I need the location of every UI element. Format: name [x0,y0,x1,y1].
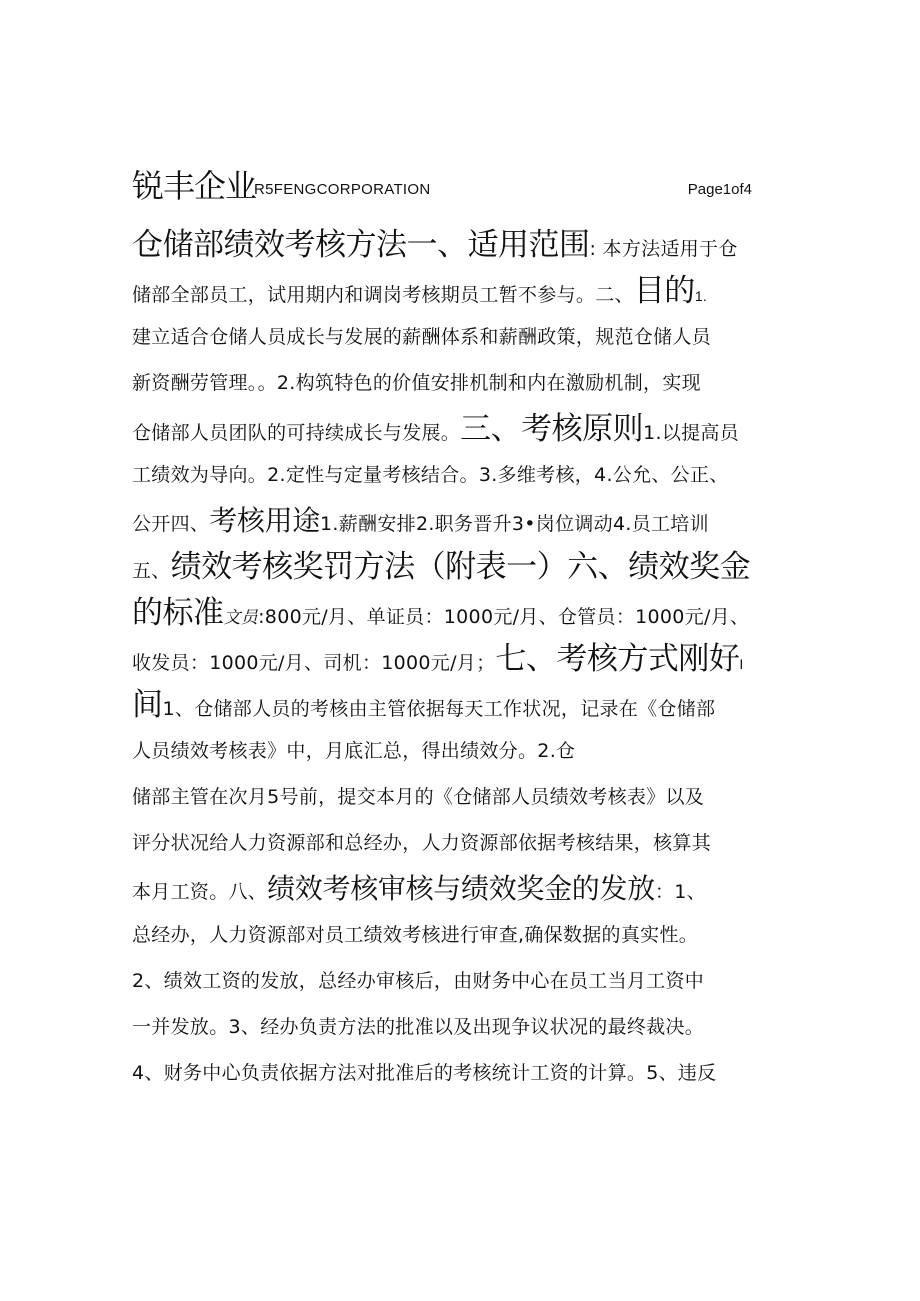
text-segment: 目的 [633,273,695,309]
text-line [132,958,792,1004]
text-segment: 储部主管在次月5号前，提交本月的《仓储部人员绩效考核表》以及 [132,786,705,808]
text-segment: 绩效考核审核与绩效奖金的发放 [267,872,655,905]
document-body [132,222,792,1096]
text-segment: 储部全部员工，试用期内和调岗考核期员工暂不参与。二、 [132,284,634,306]
text-segment: ：1、 [654,881,706,903]
text-line [132,866,792,912]
text-line [132,360,792,406]
text-segment: 本月工资。八、 [132,881,268,903]
document-header [132,166,752,206]
text-segment: 总经办，人力资源部对员工绩效考核进行审查,确保数据的真实性。 [132,924,699,946]
text-segment: 1、仓储部人员的考核由主管依据每天工作状况，记录在《仓储部 [162,698,716,720]
text-segment: 文员 [223,608,259,628]
text-segment: 一并发放。3、经办负责方法的批准以及出现争议状况的最终裁决。 [132,1016,705,1038]
text-segment: 人员绩效考核表》中，月底汇总，得出绩效分。2.仓 [132,740,576,762]
text-segment: 1. [694,288,708,304]
text-line [132,314,792,360]
text-segment: 五、 [132,560,171,582]
text-line [132,544,792,590]
text-line [132,406,792,452]
text-segment: 新资酬劳管理。。2.构筑特色的价值安排机制和内在激励机制，实现 [132,372,701,394]
text-segment: I [739,656,744,672]
text-segment: 绩效考核奖罚方法（附表一）六、绩效奖金 [170,549,751,585]
text-segment: 仓储部绩效考核方法一、适用范围 [132,227,590,263]
text-line [132,1050,792,1096]
text-segment: 考核用途 [209,504,321,537]
text-line [132,498,792,544]
text-line [132,774,792,820]
text-segment: 七、考核方式刚好 [495,641,740,677]
text-segment: :800元/月、单证员：1000元/月、仓管员：1000元/月、 [258,606,750,628]
company-name-en: R5FENGCORPORATION [254,181,431,198]
text-line [132,222,792,268]
text-line [132,452,792,498]
text-line [132,912,792,958]
text-line [132,1004,792,1050]
text-segment: 公开四、 [132,513,210,535]
text-line [132,268,792,314]
text-segment: 4、财务中心负责依据方法对批准后的考核统计工资的计算。5、违反 [132,1062,717,1084]
text-segment: 的标准 [132,595,224,631]
company-name-cn: 锐丰企业 [132,167,257,205]
text-line [132,682,792,728]
text-line [132,728,792,774]
text-segment: 收发员：1000元/月、司机：1000元/月； [132,652,496,674]
text-line [132,820,792,866]
text-line [132,590,792,636]
text-segment: 建立适合仓储人员成长与发展的薪酬体系和薪酬政策，规范仓储人员 [132,326,712,348]
text-line [132,636,792,682]
text-segment: 间 [132,687,163,723]
text-segment: 1.以提高员 [643,422,740,444]
page-number: Page1of4 [687,181,752,198]
text-segment: 工绩效为导向。2.定性与定量考核结合。3.多维考核，4.公允、公正、 [132,464,729,486]
text-segment: 三、考核原则 [460,411,644,447]
text-segment: 评分状况给人力资源部和总经办，人力资源部依据考核结果，核算其 [132,832,712,854]
text-segment: 仓储部人员团队的可持续成长与发展。 [132,422,461,444]
text-segment: : 本方法适用于仓 [589,238,738,260]
text-segment: 2、绩效工资的发放，总经办审核后，由财务中心在员工当月工资中 [132,970,705,992]
text-segment: 1.薪酬安排2.职务晋升3•岗位调动4.员工培训 [320,513,709,535]
